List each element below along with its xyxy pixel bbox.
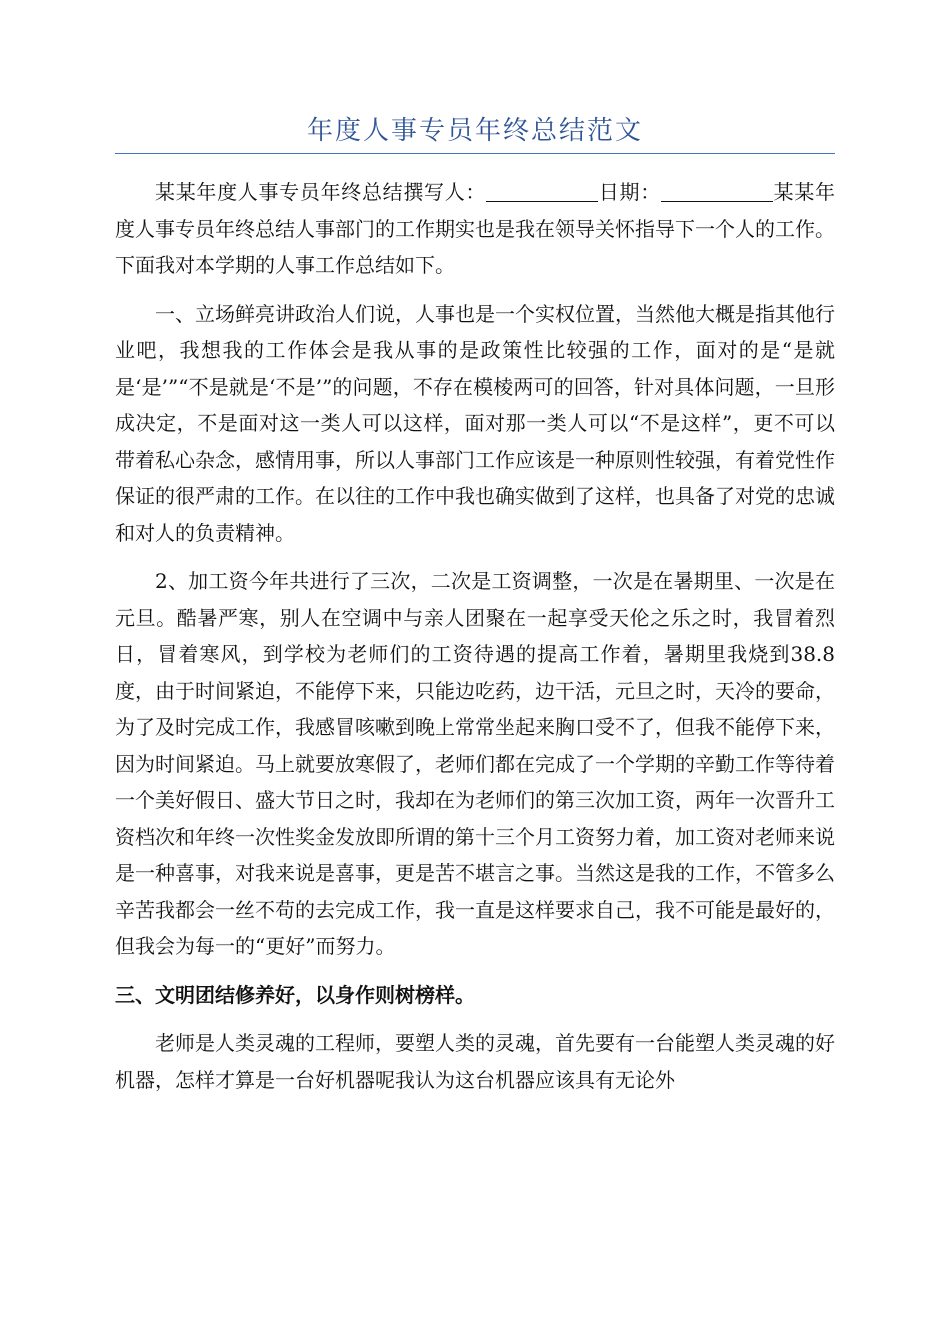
writer-label: 某某年度人事专员年终总结撰写人：: [155, 180, 487, 204]
title-divider: [115, 153, 835, 154]
date-label: 日期：: [598, 180, 661, 204]
paragraph-2: 2、加工资今年共进行了三次，二次是工资调整，一次是在暑期里、一次是在元旦。酷暑严寒，别人在空调中与亲人团聚在一起享受天伦之乐之时，我冒着烈日，冒着寒风，到学校为老师们的工资待遇的提高工作着，暑期里我烧到38.8度，由于时间紧迫，不能停下来，只能边吃药，边干活，元旦之时，天冷的要命，为了及时完成工作，我感冒咳嗽到晚上常常坐起来胸口受不了，但我不能停下来，因为时间紧迫。马上就要放寒假了，老师们都在完成了一个学期的辛勤工作等待着一个美好假日、盛大节日之时，我却在为老师们的第三次加工资，两年一次晋升工资档次和年终一次性奖金发放即所谓的第十三个月工资努力着，加工资对老师来说是一种喜事，对我来说是喜事，更是苦不堪言之事。当然这是我的工作，不管多么辛苦我都会一丝不苟的去完成工作，我一直是这样要求自己，我不可能是最好的，但我会为每一的“更好”而努力。: [115, 569, 835, 958]
document-title: 年度人事专员年终总结范文: [306, 116, 643, 146]
intro-text: 某某年度人事专员年终总结人事部门的工作期实也是我在领导关怀指导下一个人的工作。下面我对本学期的人事工作总结如下。: [115, 180, 836, 277]
intro-paragraph: [115, 174, 835, 284]
paragraph-3: 老师是人类灵魂的工程师，要塑人类的灵魂，首先要有一台能塑人类灵魂的好机器，怎样才算是一台好机器呢我认为这台机器应该具有无论外: [115, 1031, 835, 1092]
date-blank: [661, 183, 773, 202]
section-heading-3: 三、文明团结修养好，以身作则树榜样。: [115, 982, 475, 1007]
writer-blank: [486, 183, 598, 202]
document-body: [115, 174, 835, 1110]
paragraph-1: 一、立场鲜亮讲政治人们说，人事也是一个实权位置，当然他大概是指其他行业吧，我想我的工作体会是我从事的是政策性比较强的工作，面对的是“是就是‘是’”“不是就是‘不是’”的问题，不存在模棱两可的回答，针对具体问题，一旦形成决定，不是面对这一类人可以这样，面对那一类人可以“不是这样”，更不可以带着私心杂念，感情用事，所以人事部门工作应该是一种原则性较强，有着党性作保证的很严肃的工作。在以往的工作中我也确实做到了这样，也具备了对党的忠诚和对人的负责精神。: [115, 301, 835, 545]
